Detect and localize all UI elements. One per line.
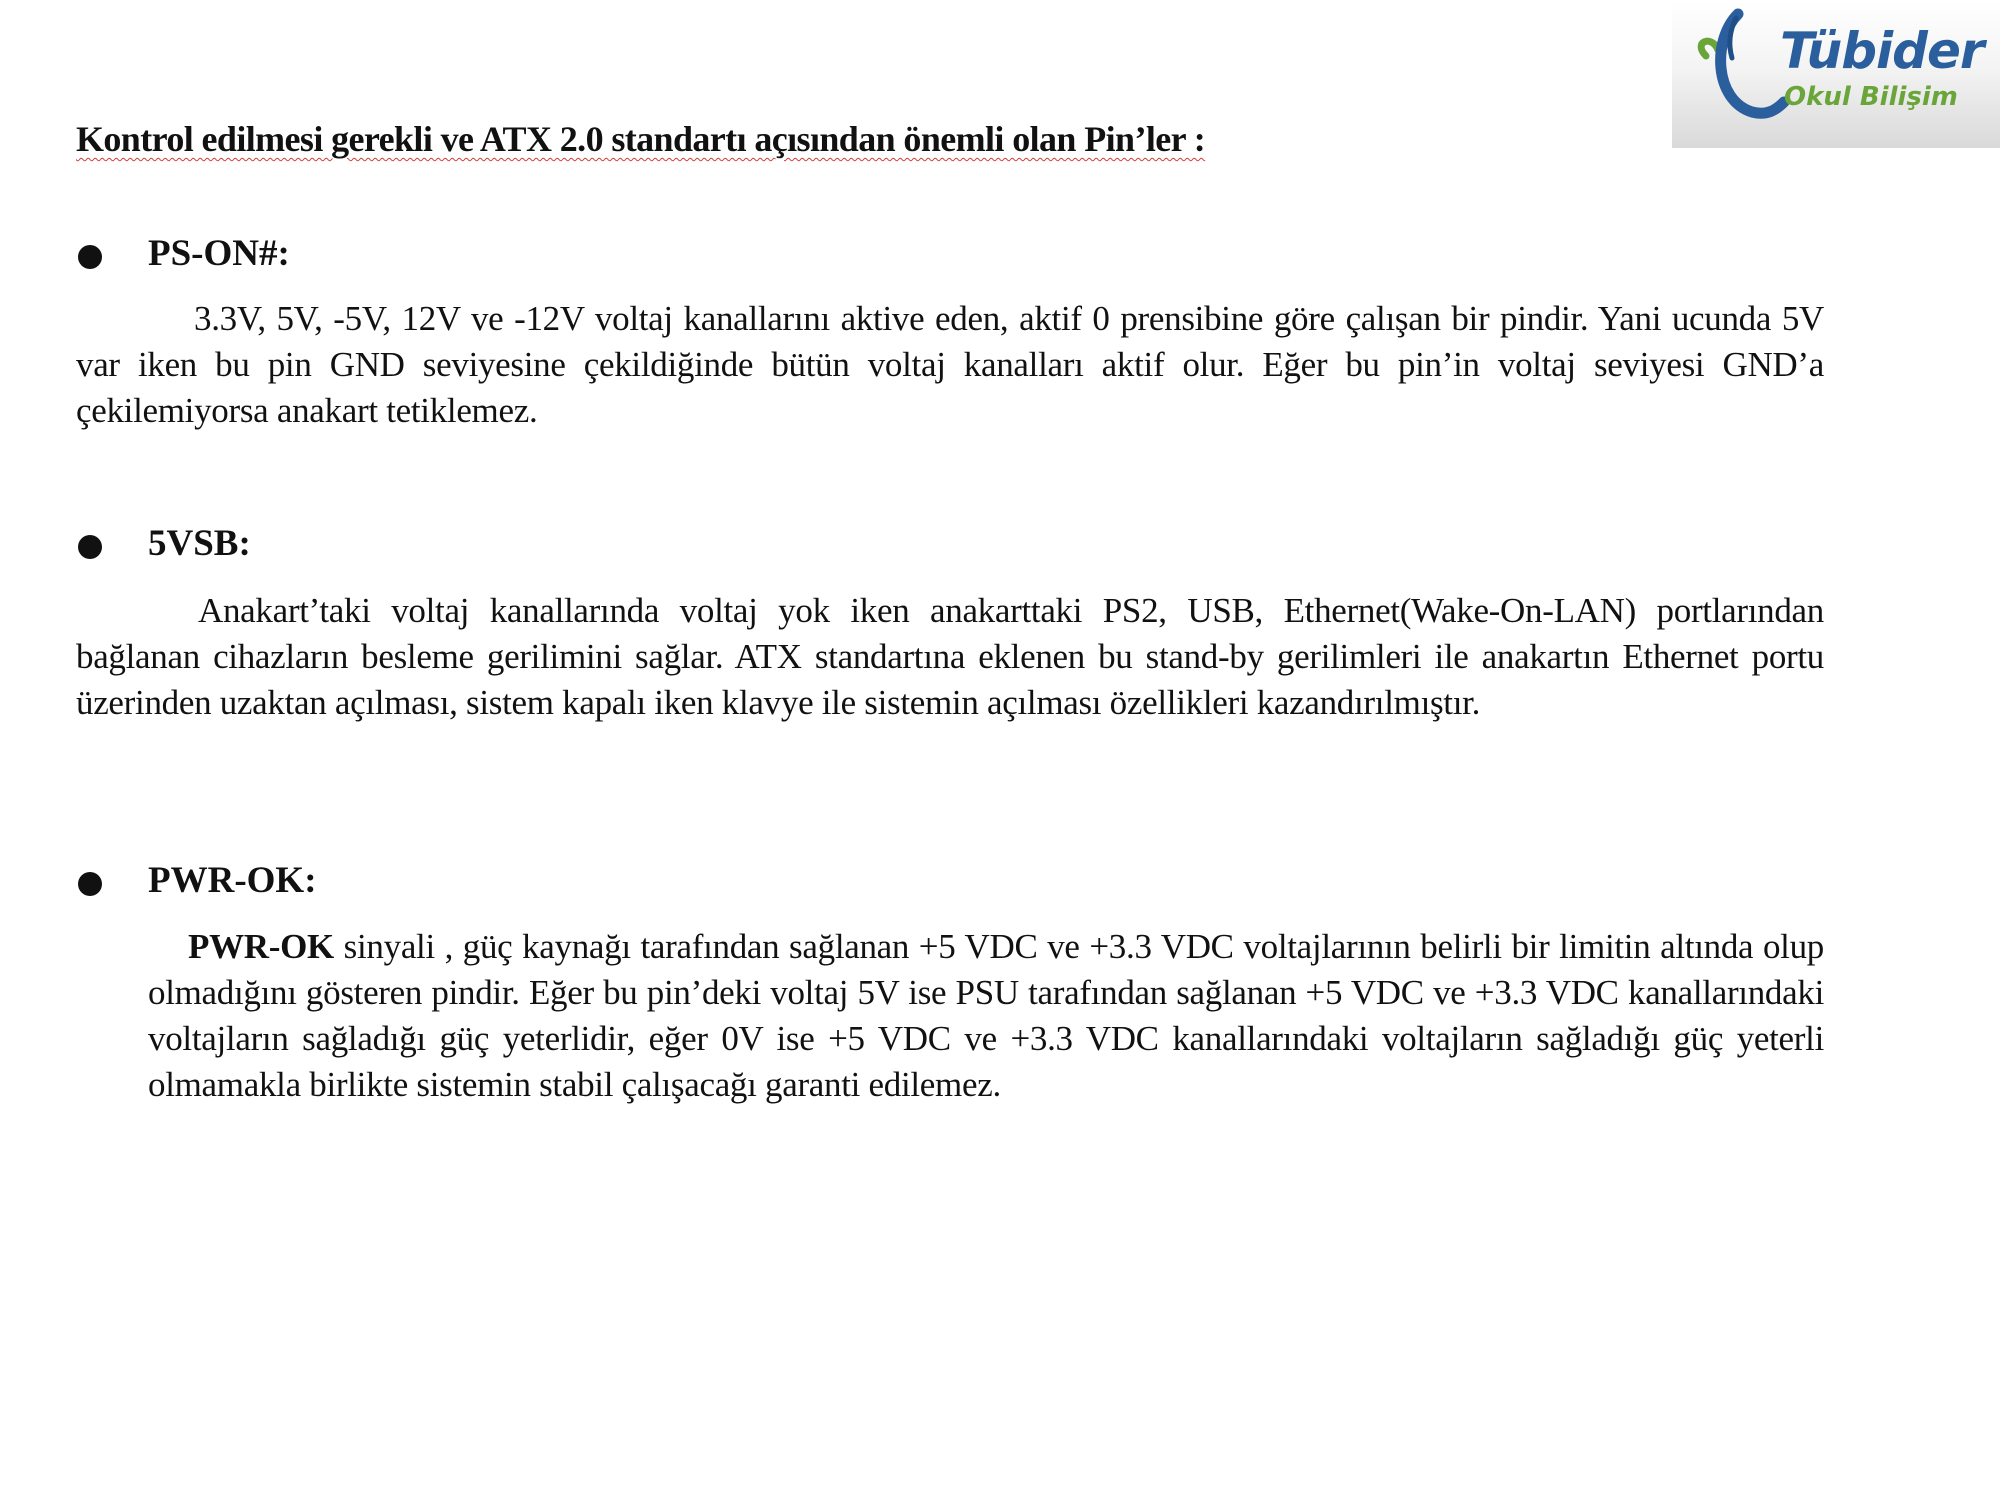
- bullet-icon: [78, 535, 102, 559]
- logo-tagline: Okul Bilişim: [1784, 82, 1958, 112]
- document-title: Kontrol edilmesi gerekli ve ATX 2.0 standartı açısından önemli olan Pin’ler :: [76, 119, 1206, 159]
- section-paragraph-ps-on: 3.3V, 5V, -5V, 12V ve -12V voltaj kanallarını aktive eden, aktif 0 prensibine göre çalışan bir pindir. Yani ucunda 5V var iken bu pin GND seviyesine çekildiğinde bütün voltaj kanalları aktif olur. Eğer bu pin’in voltaj seviyesi GND’a çekilemiyorsa anakart tetiklemez.: [76, 299, 1824, 430]
- section-paragraph-5vsb: Anakart’taki voltaj kanallarında voltaj yok iken anakarttaki PS2, USB, Ethernet(Wake-On-LAN) portlarından bağlanan cihazların besleme gerilimini sağlar. ATX standartına eklenen bu stand-by gerilimleri ile anakartın Ethernet portu üzerinden uzaktan açılması, sistem kapalı iken klavye ile sistemin açılması özellikleri kazandırılmıştır.: [76, 591, 1824, 722]
- section-heading-ps-on: PS-ON#:: [148, 233, 290, 274]
- tubider-logo: [1672, 0, 2000, 148]
- logo-wordmark: Tübider: [1780, 22, 1984, 80]
- pwr-ok-text: sinyali , güç kaynağı tarafından sağlanan +5 VDC ve +3.3 VDC voltajlarının belirli bir limitin altında olup olmadığını gösteren pindir. Eğer bu pin’deki voltaj 5V ise PSU tarafından sağlanan +5 VDC ve +3.3 VDC kanallarındaki voltajların sağladığı güç yeterlidir, eğer 0V ise +5 VDC ve +3.3 VDC kanallarındaki voltajların sağladığı güç yeterli olmamakla birlikte sistemin stabil çalışacağı garanti edilemez.: [148, 927, 1824, 1104]
- section-paragraph-pwr-ok: [148, 924, 1824, 1108]
- tubider-swoosh-logo-icon: [1672, 0, 1792, 148]
- section-heading-5vsb: 5VSB:: [148, 523, 251, 564]
- pwr-ok-lead: PWR-OK: [188, 927, 334, 966]
- bullet-icon: [78, 872, 102, 896]
- section-heading-pwr-ok: PWR-OK:: [148, 860, 317, 901]
- bullet-icon: [78, 245, 102, 269]
